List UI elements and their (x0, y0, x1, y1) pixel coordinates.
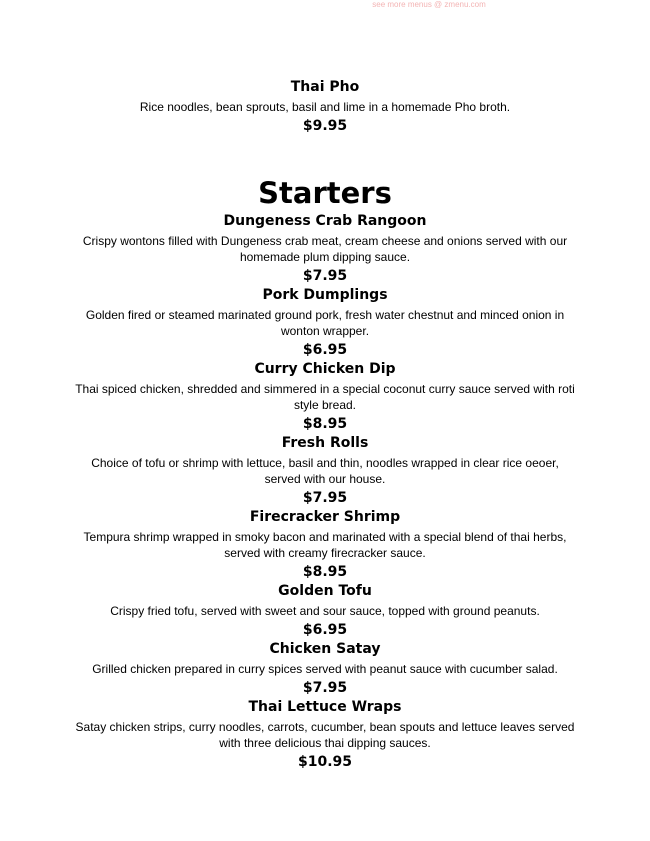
item-price: $6.95 (302, 342, 348, 358)
item-price: $8.95 (302, 564, 348, 580)
item-description: Grilled chicken prepared in curry spices served with peanut sauce with cucumber salad. (92, 662, 558, 676)
item-name: Dungeness Crab Rangoon (223, 213, 427, 229)
item-price: $10.95 (297, 754, 353, 770)
item-description: Crispy wontons filled with Dungeness crab meat, cream cheese and onions served with our homemade plum dipping sauce. (82, 234, 568, 264)
item-name: Chicken Satay (269, 641, 381, 657)
item-description: Satay chicken strips, curry noodles, carrots, cucumber, bean spouts and lettuce leaves served with three delicious thai dipping sauces. (75, 720, 575, 750)
menu-item-pork-dumplings (75, 286, 575, 358)
menu-item-thai-lettuce-wraps (75, 698, 575, 770)
item-price: $6.95 (302, 622, 348, 638)
item-description: Rice noodles, bean sprouts, basil and lime in a homemade Pho broth. (139, 100, 511, 114)
item-description: Thai spiced chicken, shredded and simmered in a special coconut curry sauce served with roti style bread. (75, 382, 575, 412)
menu-item-golden-tofu (75, 582, 575, 638)
item-price: $7.95 (302, 490, 348, 506)
item-name: Firecracker Shrimp (249, 509, 401, 525)
menu-item-firecracker-shrimp (75, 508, 575, 580)
item-price: $7.95 (302, 680, 348, 696)
menu-item-thai-pho (75, 78, 575, 134)
menu-item-chicken-satay (75, 640, 575, 696)
item-price: $9.95 (302, 118, 348, 134)
menu-item-dungeness-crab-rangoon (75, 212, 575, 284)
menu-item-curry-chicken-dip (75, 360, 575, 432)
item-name: Thai Lettuce Wraps (248, 699, 402, 715)
watermark-text: see more menus @ zmenu.com (372, 0, 486, 9)
item-name: Fresh Rolls (281, 435, 369, 451)
item-name: Golden Tofu (278, 583, 372, 599)
item-name: Pork Dumplings (262, 287, 388, 303)
item-description: Crispy fried tofu, served with sweet and sour sauce, topped with ground peanuts. (110, 604, 540, 618)
menu-item-fresh-rolls (75, 434, 575, 506)
item-price: $8.95 (302, 416, 348, 432)
item-description: Tempura shrimp wrapped in smoky bacon and marinated with a special blend of thai herbs, served with creamy firecracker sauce. (83, 530, 567, 560)
item-description: Golden fired or steamed marinated ground pork, fresh water chestnut and minced onion in wonton wrapper. (85, 308, 565, 338)
item-description: Choice of tofu or shrimp with lettuce, basil and thin, noodles wrapped in clear rice oeoer, served with our house. (91, 456, 559, 486)
item-name: Curry Chicken Dip (254, 361, 396, 377)
item-name: Thai Pho (290, 79, 360, 95)
item-price: $7.95 (302, 268, 348, 284)
section-title-starters: Starters (258, 176, 392, 210)
